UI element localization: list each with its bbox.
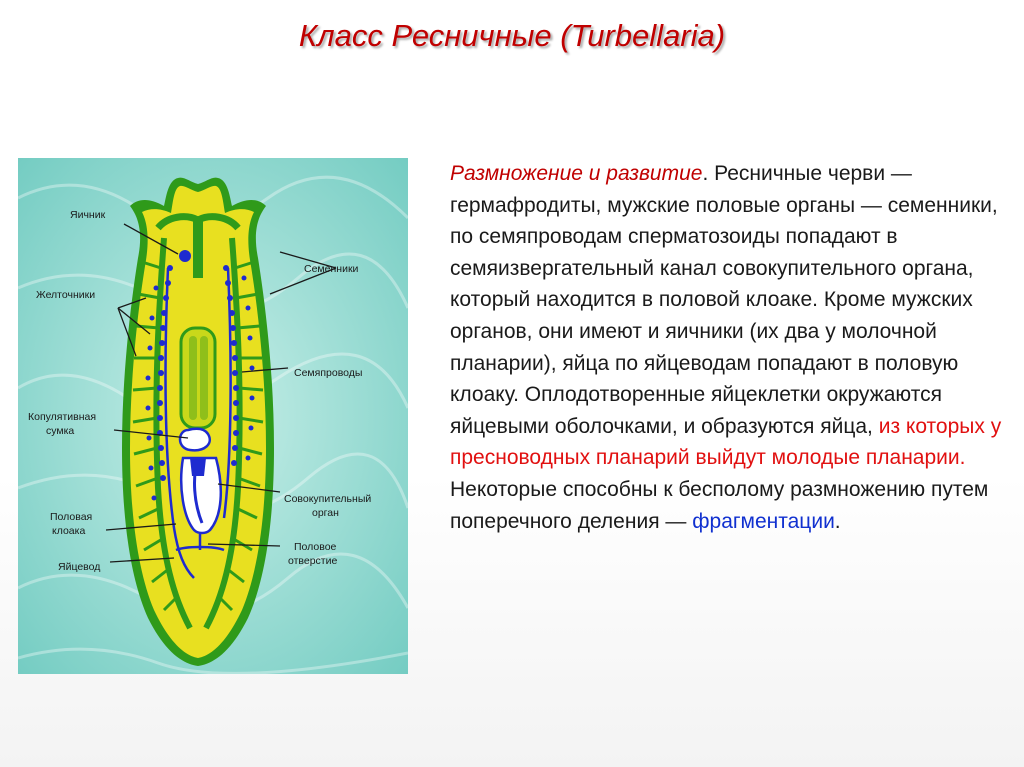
label-genital-opening-line2: отверстие xyxy=(288,555,338,567)
label-oviduct: Яйцевод xyxy=(58,561,101,573)
label-copulatory-organ-line2: орган xyxy=(312,507,339,519)
label-copulatory-bursa-line1: Копулятивная xyxy=(28,411,97,423)
label-vitellaria: Желточники xyxy=(36,289,96,301)
planarian-anatomy-figure xyxy=(18,158,408,674)
label-copulatory-bursa-line2: сумка xyxy=(46,425,75,437)
paragraph-asexual xyxy=(450,474,1010,537)
planarian-body xyxy=(122,178,274,666)
copulatory-bursa-shape xyxy=(180,429,210,451)
label-genital-cloaca-line1: Половая xyxy=(50,511,93,523)
label-ovary: Яичник xyxy=(70,209,106,221)
ovary-mark xyxy=(179,250,191,262)
label-genital-cloaca-line2: клоака xyxy=(52,525,86,537)
paragraph-reproduction-body: Ресничные черви — гермафродиты, мужские половые органы — семенники, по семяпроводам сперматозоиды попадают в семяизвергательный канал совокупительного органа, который находится в половой клоаке. Кроме мужских органов, они имеют и яичники (их два у молочной планарии), яйца по яйцеводам попадают в половую клоаку. Оплодотворенные яйцеклетки окружаются яйцевыми оболочками, и образуются яйца, xyxy=(450,162,998,438)
paragraph-reproduction xyxy=(450,158,1010,474)
slide-title: Класс Ресничные (Turbellaria) xyxy=(298,18,726,53)
paragraph-asexual-body: Некоторые способны к бесполому размножению путем поперечного деления — xyxy=(450,477,989,533)
label-copulatory-organ-line1: Совокупительный xyxy=(284,493,372,505)
paragraph-asexual-end: . xyxy=(834,509,841,533)
label-testes: Семенники xyxy=(304,263,359,275)
fragmentation-term: фрагментации xyxy=(692,509,835,533)
lead-heading: Размножение и развитие xyxy=(450,162,703,185)
slide-body-text xyxy=(450,158,1010,537)
label-sperm-ducts: Семяпроводы xyxy=(294,367,363,379)
lead-dot: . xyxy=(702,162,709,185)
highlight-young-planarians: из которых у пресноводных планарий выйдут молодые планарии. xyxy=(450,414,1002,470)
label-genital-opening-line1: Половое xyxy=(294,541,337,553)
